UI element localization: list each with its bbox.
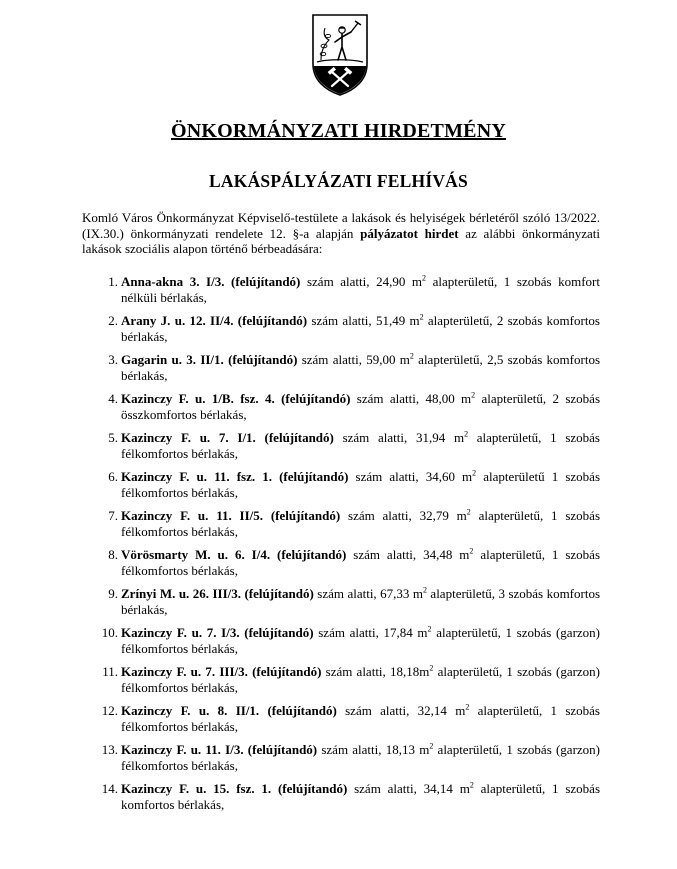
list-item-address: Vörösmarty M. u. 6. I/4. (felújítandó) bbox=[121, 547, 347, 562]
list-item bbox=[82, 508, 600, 539]
list-item-number: 4. bbox=[108, 391, 118, 406]
list-item-superscript: 2 bbox=[469, 546, 474, 556]
list-item bbox=[82, 547, 600, 578]
list-item bbox=[82, 781, 600, 812]
list-item-number: 13. bbox=[101, 742, 118, 757]
list-item bbox=[82, 430, 600, 461]
list-item-number: 8. bbox=[108, 547, 118, 562]
list-item bbox=[82, 586, 600, 617]
list-item-address: Kazinczy F. u. 7. III/3. (felújítandó) bbox=[121, 664, 322, 679]
list-item-address: Kazinczy F. u. 11. II/5. (felújítandó) bbox=[121, 508, 341, 523]
list-item-text-end: alapterületű, 1 szobás komfortos bérlakás, bbox=[121, 781, 601, 812]
list-item-text-end: alapterületű, 1 szobás félkomfortos bérlakás, bbox=[121, 430, 600, 461]
page-subtitle: LAKÁSPÁLYÁZATI FELHÍVÁS bbox=[209, 171, 468, 191]
list-item-address: Kazinczy F. u. 11. I/3. (felújítandó) bbox=[121, 742, 318, 757]
list-item-number: 1. bbox=[108, 274, 118, 289]
list-item-number: 7. bbox=[108, 508, 118, 523]
list-item-text: szám alatti, 51,49 m bbox=[307, 313, 420, 328]
list-item-superscript: 2 bbox=[427, 624, 432, 634]
shield-icon bbox=[313, 15, 367, 95]
list-item-address: Kazinczy F. u. 8. II/1. (felújítandó) bbox=[121, 703, 337, 718]
list-item-address: Kazinczy F. u. 1/B. fsz. 4. (felújítandó) bbox=[121, 391, 351, 406]
list-item bbox=[82, 469, 600, 500]
list-item bbox=[82, 313, 600, 344]
page-title: ÖNKORMÁNYZATI HIRDETMÉNY bbox=[171, 120, 506, 142]
list-item-address: Kazinczy F. u. 11. fsz. 1. (felújítandó) bbox=[121, 469, 349, 484]
list-item-address: Kazinczy F. u. 7. I/3. (felújítandó) bbox=[121, 625, 314, 640]
intro-text-end: az alábbi önkormányzati lakások szociális alapon történő bérbeadására: bbox=[82, 225, 601, 256]
intro-text-start: Komló Város Önkormányzat Képviselő-testülete a lakások és helyiségek bérletéről szóló 13/2022. (IX.30.) önkormányzati rendelete 12. §-a alapján bbox=[82, 210, 600, 241]
coat-of-arms-logo bbox=[311, 14, 369, 96]
list-item-number: 5. bbox=[108, 430, 118, 445]
list-item bbox=[82, 742, 600, 773]
apartment-list bbox=[82, 274, 600, 820]
list-item-text: szám alatti, 32,79 m bbox=[340, 508, 467, 523]
list-item-number: 14. bbox=[101, 781, 118, 796]
list-item-text-end: alapterületű, 1 szobás félkomfortos bérlakás, bbox=[121, 703, 600, 734]
list-item-text: szám alatti, 31,94 m bbox=[333, 430, 465, 445]
list-item-text-end: alapterületű, 1 szobás (garzon) félkomfortos bérlakás, bbox=[121, 625, 600, 656]
list-item-text-end: alapterületű 1 szobás félkomfortos bérlakás, bbox=[121, 469, 601, 500]
list-item-number: 3. bbox=[108, 352, 118, 367]
list-item-text-end: alapterületű, 1 szobás (garzon) félkomfortos bérlakás, bbox=[121, 664, 601, 695]
list-item-text: szám alatti, 34,60 m bbox=[348, 469, 473, 484]
list-item bbox=[82, 391, 600, 422]
list-item-text-end: alapterületű, 1 szobás félkomfortos bérlakás, bbox=[121, 508, 601, 539]
list-item-text-end: alapterületű, 1 szobás félkomfortos bérlakás, bbox=[121, 547, 601, 578]
list-item-address: Arany J. u. 12. II/4. (felújítandó) bbox=[121, 313, 308, 328]
list-item-text: szám alatti, 48,00 m bbox=[350, 391, 472, 406]
list-item-number: 2. bbox=[108, 313, 118, 328]
list-item-text-end: alapterületű, 1 szobás (garzon) félkomfortos bérlakás, bbox=[121, 742, 601, 773]
list-item-superscript: 2 bbox=[409, 351, 414, 361]
list-item-superscript: 2 bbox=[466, 507, 471, 517]
list-item-number: 10. bbox=[101, 625, 118, 640]
list-item-superscript: 2 bbox=[429, 741, 434, 751]
list-item bbox=[82, 274, 600, 305]
list-item-address: Zrínyi M. u. 26. III/3. (felújítandó) bbox=[121, 586, 314, 601]
list-item-superscript: 2 bbox=[464, 429, 469, 439]
list-item-text: szám alatti, 24,90 m bbox=[300, 274, 423, 289]
list-item-text: szám alatti, 32,14 m bbox=[336, 703, 466, 718]
list-item-address: Kazinczy F. u. 15. fsz. 1. (felújítandó) bbox=[121, 781, 348, 796]
list-item-text-end: alapterületű, 2 szobás összkomfortos bérlakás, bbox=[121, 391, 601, 422]
list-item-superscript: 2 bbox=[419, 312, 424, 322]
list-item-address: Gagarin u. 3. II/1. (felújítandó) bbox=[121, 352, 298, 367]
list-item bbox=[82, 703, 600, 734]
list-item-text: szám alatti, 34,14 m bbox=[347, 781, 470, 796]
list-item-text-end: alapterületű, 1 szobás komfort nélküli bérlakás, bbox=[121, 274, 601, 305]
list-item bbox=[82, 664, 600, 695]
list-item-text-end: alapterületű, 3 szobás komfortos bérlakás, bbox=[121, 586, 601, 617]
list-item-superscript: 2 bbox=[422, 273, 427, 283]
list-item-text: szám alatti, 18,18m bbox=[321, 664, 430, 679]
list-item-number: 11. bbox=[102, 664, 118, 679]
list-item-superscript: 2 bbox=[422, 585, 427, 595]
list-item-address: Kazinczy F. u. 7. I/1. (felújítandó) bbox=[121, 430, 334, 445]
list-item-superscript: 2 bbox=[465, 702, 470, 712]
list-item-address: Anna-akna 3. I/3. (felújítandó) bbox=[121, 274, 301, 289]
list-item-number: 9. bbox=[108, 586, 118, 601]
list-item-superscript: 2 bbox=[429, 663, 434, 673]
list-item-text-end: alapterületű, 2,5 szobás komfortos bérlakás, bbox=[121, 352, 600, 383]
list-item-text: szám alatti, 67,33 m bbox=[313, 586, 423, 601]
list-item-text: szám alatti, 18,13 m bbox=[317, 742, 430, 757]
list-item bbox=[82, 625, 600, 656]
intro-paragraph bbox=[82, 210, 600, 257]
list-item-superscript: 2 bbox=[469, 780, 474, 790]
list-item-number: 12. bbox=[101, 703, 118, 718]
list-item-superscript: 2 bbox=[471, 390, 476, 400]
intro-bold-phrase: pályázatot hirdet bbox=[360, 225, 459, 241]
list-item-text: szám alatti, 17,84 m bbox=[313, 625, 428, 640]
list-item-text-end: alapterületű, 2 szobás komfortos bérlakás, bbox=[121, 313, 600, 344]
list-item-text: szám alatti, 59,00 m bbox=[297, 352, 410, 367]
list-item-superscript: 2 bbox=[472, 468, 477, 478]
list-item-text: szám alatti, 34,48 m bbox=[346, 547, 470, 562]
list-item bbox=[82, 352, 600, 383]
list-item-number: 6. bbox=[108, 469, 118, 484]
